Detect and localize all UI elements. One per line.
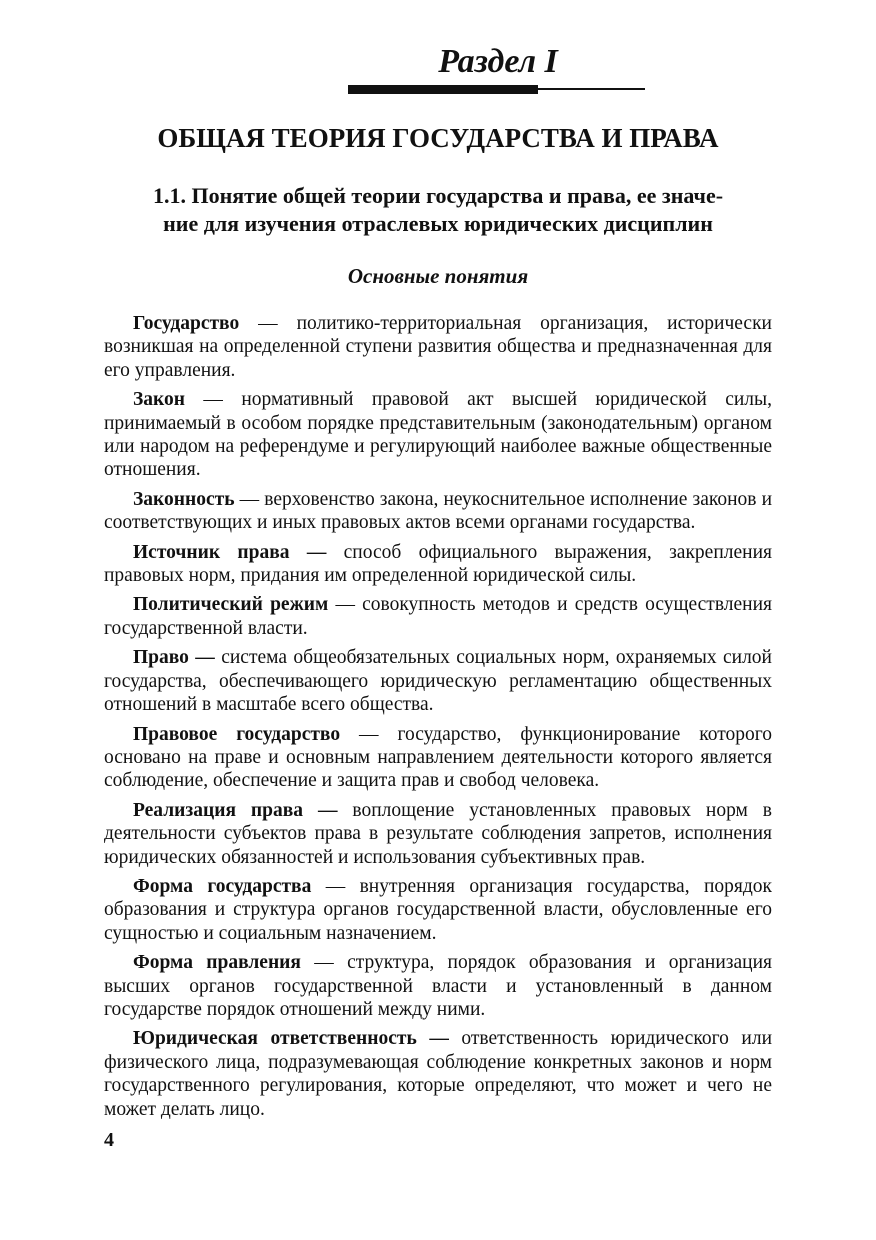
term-entry: [104, 1027, 772, 1121]
term-separator: —: [328, 594, 363, 616]
term-name: Законность: [133, 488, 235, 510]
term-name: Право —: [133, 647, 215, 669]
term-entry: [104, 593, 772, 640]
term-separator: [449, 1028, 462, 1049]
term-definition: нормативный правовой акт высшей юридической силы, принимаемый в особом порядке представительным (законодательным) органом или народом на референдуме и регулирующий наиболее важные общественные отношения.: [104, 389, 773, 481]
term-separator: —: [185, 389, 242, 411]
term-separator: —: [300, 952, 348, 974]
term-entry: [104, 312, 772, 382]
term-name: Правовое государство: [133, 723, 341, 745]
section-label: Раздел I: [438, 43, 558, 80]
term-name: Источник права —: [133, 541, 327, 563]
topic-title-line-2: ние для изучения отраслевых юридических дисциплин: [163, 211, 713, 236]
term-separator: [326, 542, 343, 563]
term-separator: —: [340, 723, 398, 745]
term-entry: [104, 875, 772, 945]
term-entry: [104, 646, 772, 716]
term-name: Форма правления: [133, 952, 301, 974]
chapter-title: ОБЩАЯ ТЕОРИЯ ГОСУДАРСТВА И ПРАВА: [157, 123, 719, 153]
term-separator: —: [234, 488, 265, 510]
section-rule-thick: [348, 85, 538, 94]
term-entry: [104, 488, 772, 535]
term-name: Политический режим: [133, 594, 329, 616]
terms-list: [104, 312, 772, 1127]
term-name: Государство: [133, 313, 240, 334]
term-definition: государство, функционирование которого основано на праве и основным направлением деятельности которого является соблюдение, обеспечение и защита прав и свобод человека.: [104, 723, 773, 792]
term-entry: [104, 951, 772, 1021]
term-entry: [104, 541, 772, 588]
term-name: Закон: [133, 389, 186, 411]
term-separator: [337, 800, 352, 821]
term-separator: —: [239, 313, 297, 334]
term-separator: —: [311, 875, 360, 897]
term-name: Юридическая ответственность —: [133, 1028, 449, 1050]
term-definition: структура, порядок образования и организация высших органов государственной власти и установленный в данном государстве порядок отношений между ними.: [104, 952, 772, 1020]
term-definition: совокупность методов и средств осуществления государственной власти.: [104, 594, 772, 639]
term-definition: система общеобязательных социальных норм, охраняемых силой государства, обеспечивающего юридическую регламентацию общественных отношений в масштабе всего общества.: [104, 647, 772, 716]
term-definition: воплощение установленных правовых норм в деятельности субъектов права в результате соблюдения запретов, исполнения юридических обязанностей и использования субъективных прав.: [104, 799, 772, 868]
term-definition: верховенство закона, неукоснительное исполнение законов и соответствующих и иных правовых актов всеми органами государства.: [104, 488, 773, 534]
term-entry: [104, 723, 772, 793]
term-name: Форма государства: [133, 875, 312, 897]
term-definition: ответственность юридического или физического лица, подразумевающая соблюдение конкретных законов и норм государственного регулирования, которые определяют, что может и чего не может делать лицо.: [104, 1028, 773, 1120]
term-definition: внутренняя организация государства, порядок образования и структура органов государственной власти, обусловленные его сущностью и социальным назначением.: [104, 875, 773, 944]
term-name: Реализация права —: [133, 799, 338, 821]
page-number: 4: [104, 1129, 114, 1151]
term-definition: способ официального выражения, закрепления правовых норм, придания им определенной юридической силы.: [104, 541, 772, 587]
topic-title-line-1: 1.1. Понятие общей теории государства и права, ее значе-: [152, 183, 724, 208]
term-entry: [104, 388, 772, 482]
term-definition: политико-территориальная организация, исторически возникшая на определенной ступени развития общества и предназначенная для его управления.: [104, 313, 772, 381]
basics-heading: Основные понятия: [347, 264, 529, 288]
topic-title: [100, 182, 776, 238]
term-entry: [104, 799, 772, 869]
